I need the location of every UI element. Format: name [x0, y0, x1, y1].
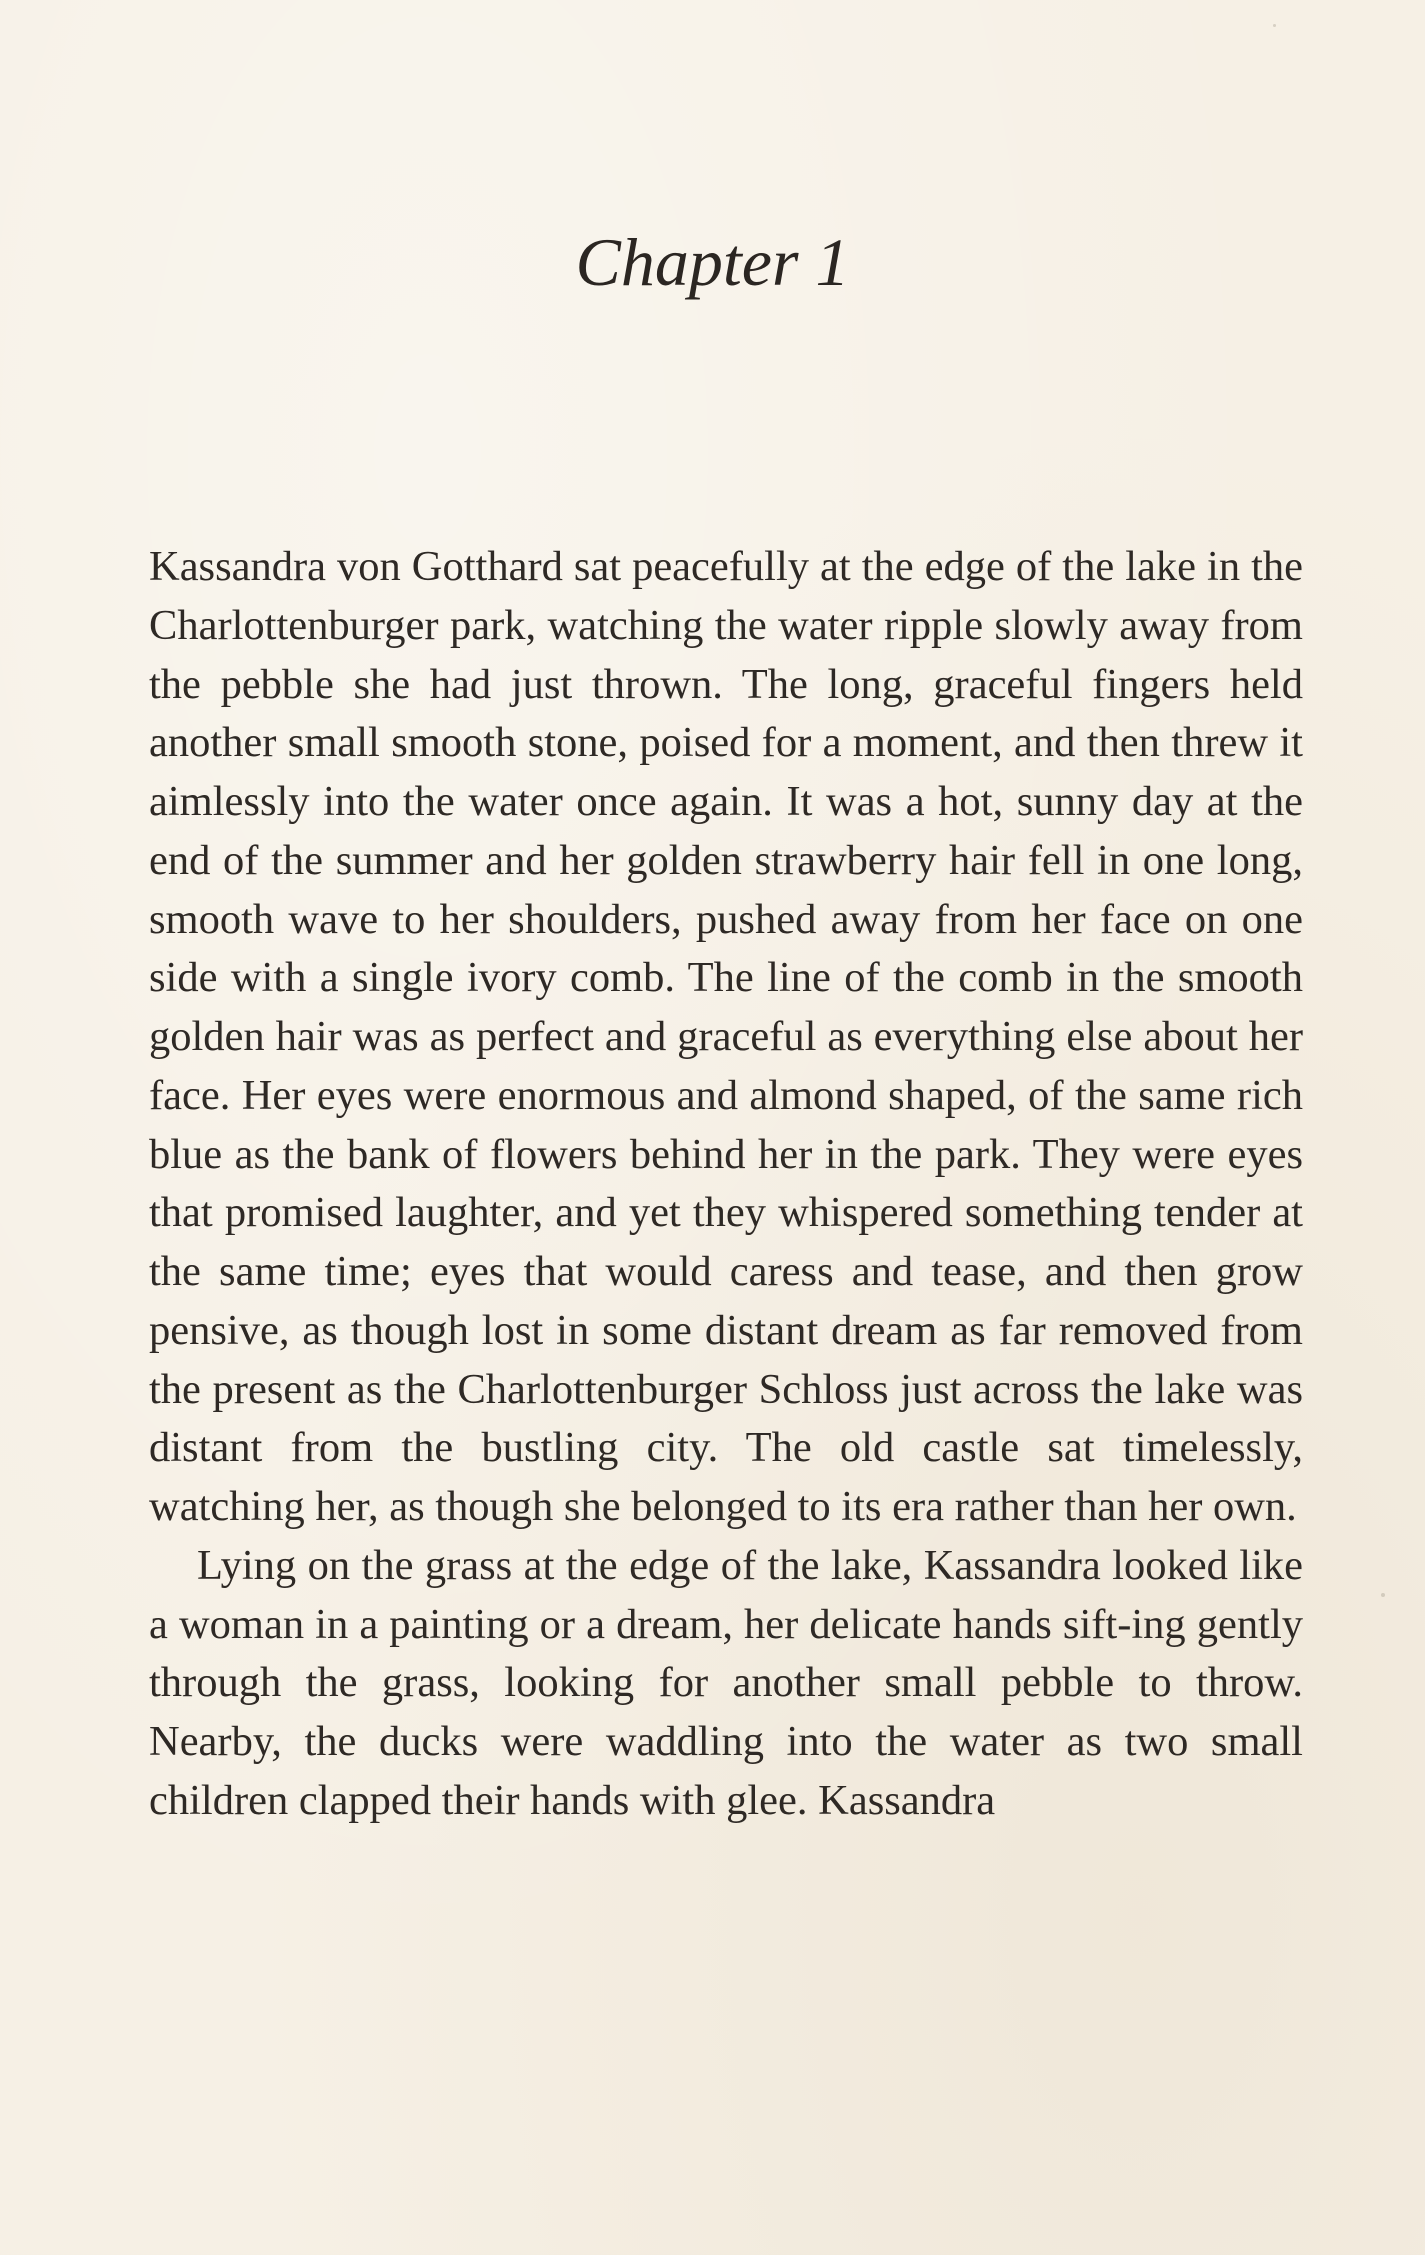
chapter-title: Chapter 1 [575, 224, 850, 300]
paper-speck [1273, 24, 1276, 27]
paragraph-1: Kassandra von Gotthard sat peacefully at the edge of the lake in the Charlottenburger park, watching the water ripple slowly away from the pebble she had just thrown. The long, graceful fingers held another small smooth stone, poised for a moment, and then threw it aimlessly into the water once again. It was a hot, sunny day at the end of the summer and her golden strawberry hair fell in one long, smooth wave to her shoulders, pushed away from her face on one side with a single ivory comb. The line of the comb in the smooth golden hair was as perfect and graceful as everything else about her face. Her eyes were enormous and almond shaped, of the same rich blue as the bank of flowers behind her in the park. They were eyes that promised laughter, and yet they whispered something tender at the same time; eyes that would caress and tease, and then grow pensive, as though lost in some distant dream as far removed from the present as the Charlottenburger Schloss just across the lake was distant from the bustling city. The old castle sat timelessly, watching her, as though she belonged to its era rather than her own. [149, 543, 1303, 1530]
paper-speck [1381, 1593, 1385, 1597]
paragraph-2: Lying on the grass at the edge of the lake, Kassandra looked like a woman in a painting or a dream, her delicate hands sift-ing gently through the grass, looking for another small pebble to throw. Nearby, the ducks were waddling into the water as two small children clapped their hands with glee. Kassandra [149, 1541, 1303, 1824]
chapter-body [149, 538, 1303, 1831]
